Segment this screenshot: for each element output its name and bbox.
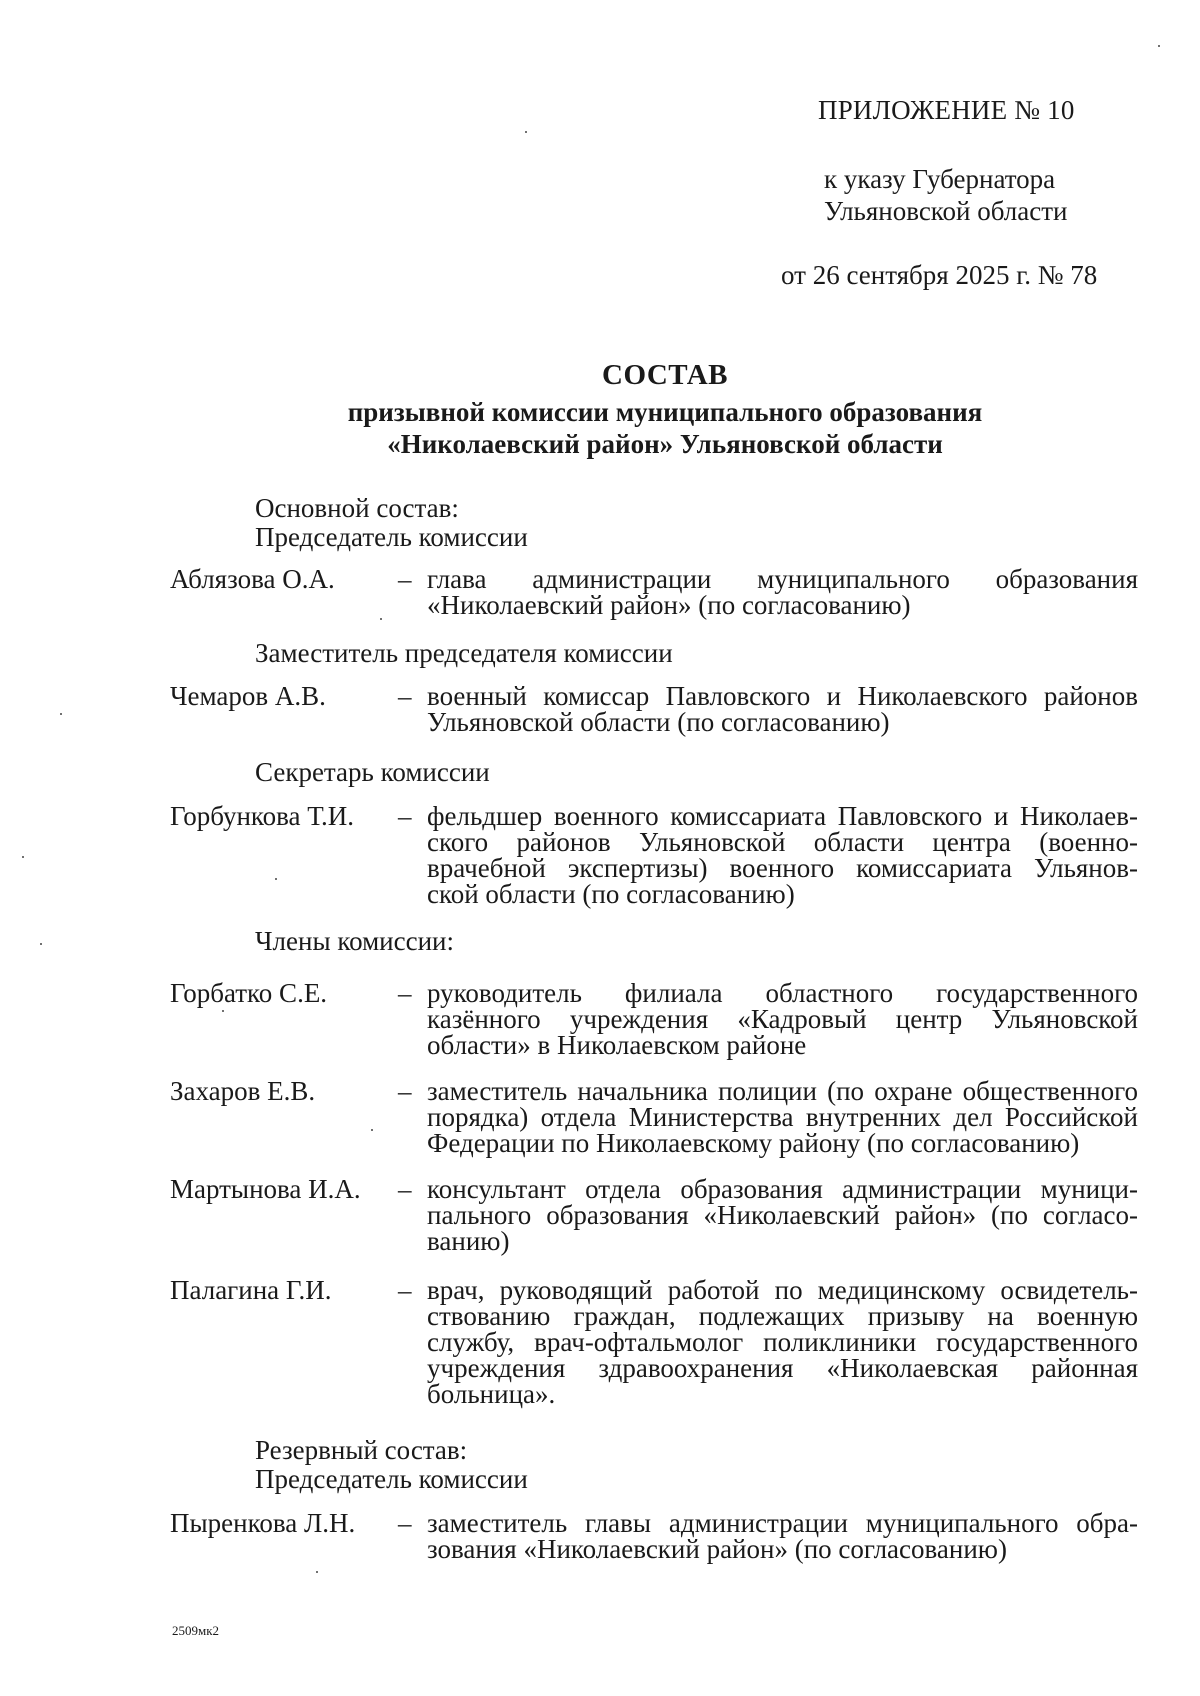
role-line: фельдшер военного комиссариата Павловского и Николаев- (427, 801, 1138, 831)
role-line: военный комиссар Павловского и Николаевского районов (427, 681, 1138, 711)
reserve-composition-label: Резервный состав: (255, 1435, 468, 1465)
role-line: ствованию граждан, подлежащих призыву на военную (427, 1301, 1138, 1331)
member-role (427, 1277, 1138, 1407)
role-line: руководитель филиала областного государственного (427, 978, 1138, 1008)
member-entry (170, 980, 1138, 1058)
role-line: заместитель главы администрации муниципального обра- (427, 1508, 1138, 1538)
member-entry-reserve-chairman (170, 1510, 1138, 1562)
member-role (427, 566, 1138, 618)
scan-speck (1158, 45, 1160, 47)
secretary-label: Секретарь комиссии (255, 757, 490, 787)
scan-speck (525, 131, 527, 133)
role-line: врачебной экспертизы) военного комиссариата Ульянов- (427, 853, 1138, 883)
member-dash: – (398, 1275, 412, 1305)
role-line: казённого учреждения «Кадровый центр Ульяновской (427, 1004, 1138, 1034)
member-entry-deputy (170, 683, 1138, 735)
scan-speck (380, 618, 382, 620)
member-entry (170, 1176, 1138, 1254)
main-composition-label: Основной состав: (255, 493, 459, 523)
scan-speck (371, 1129, 373, 1131)
member-dash: – (398, 801, 412, 831)
scan-speck (316, 1571, 318, 1573)
chairman-label: Председатель комиссии (255, 522, 528, 552)
scan-speck (22, 856, 24, 858)
role-line: службу, врач-офтальмолог поликлиники государственного (427, 1327, 1138, 1357)
annex-title: ПРИЛОЖЕНИЕ № 10 (818, 95, 1075, 125)
role-line: зования «Николаевский район» (по согласованию) (427, 1534, 1007, 1564)
member-dash: – (398, 564, 412, 594)
role-line: врач, руководящий работой по медицинскому освидетель- (427, 1275, 1138, 1305)
role-line: ванию) (427, 1226, 510, 1256)
annex-reference (824, 163, 1068, 227)
member-entry-chairman (170, 566, 1138, 618)
annex-reference-line: к указу Губернатора (824, 164, 1056, 194)
scan-speck (60, 713, 62, 715)
document-subtitle-line: призывной комиссии муниципального образования (347, 397, 983, 427)
document-title: СОСТАВ (602, 359, 728, 391)
role-line: порядка) отдела Министерства внутренних дел Российской (427, 1102, 1138, 1132)
reserve-chairman-label: Председатель комиссии (255, 1464, 528, 1494)
deputy-label: Заместитель председателя комиссии (255, 638, 673, 668)
role-line: пального образования «Николаевский район» (по согласо- (427, 1200, 1138, 1230)
document-subtitle-line: «Николаевский район» Ульяновской области (387, 429, 943, 459)
member-name: Пыренкова Л.Н. (170, 1508, 356, 1538)
member-entry-secretary (170, 803, 1138, 907)
member-name: Горбункова Т.И. (170, 801, 355, 831)
footer-document-code: 2509мк2 (172, 1623, 220, 1638)
scan-speck (40, 943, 42, 945)
member-dash: – (398, 1174, 412, 1204)
role-line: консультант отдела образования администрации муници- (427, 1174, 1138, 1204)
member-role (427, 803, 1138, 907)
role-line: ского районов Ульяновской области центра (военно- (427, 827, 1138, 857)
member-name: Захаров Е.В. (170, 1076, 316, 1106)
member-dash: – (398, 978, 412, 1008)
role-line: Федерации по Николаевскому району (по согласованию) (427, 1128, 1080, 1158)
role-line: области» в Николаевском районе (427, 1030, 807, 1060)
member-dash: – (398, 1508, 412, 1538)
member-dash: – (398, 681, 412, 711)
member-role (427, 1078, 1138, 1156)
members-label: Члены комиссии: (255, 926, 454, 956)
member-dash: – (398, 1076, 412, 1106)
document-subtitle (0, 396, 1200, 460)
member-role (427, 1510, 1138, 1562)
member-role (427, 1176, 1138, 1254)
role-line: заместитель начальника полиции (по охране общественного (427, 1076, 1138, 1106)
member-name: Чемаров А.В. (170, 681, 326, 711)
annex-reference-line: Ульяновской области (824, 196, 1068, 226)
role-line: Ульяновской области (по согласованию) (427, 707, 890, 737)
role-line: «Николаевский район» (по согласованию) (427, 590, 911, 620)
member-name: Горбатко С.Е. (170, 978, 328, 1008)
scan-speck (275, 878, 277, 880)
scan-speck (222, 1010, 224, 1012)
role-line: ской области (по согласованию) (427, 879, 795, 909)
member-role (427, 980, 1138, 1058)
member-name: Мартынова И.А. (170, 1174, 361, 1204)
member-role (427, 683, 1138, 735)
role-line: больница». (427, 1379, 556, 1409)
role-line: учреждения здравоохранения «Николаевская районная (427, 1353, 1138, 1383)
member-name: Палагина Г.И. (170, 1275, 332, 1305)
member-entry (170, 1078, 1138, 1156)
member-entry (170, 1277, 1138, 1407)
member-name: Аблязова О.А. (170, 564, 335, 594)
role-line: глава администрации муниципального образования (427, 564, 1138, 594)
annex-date: от 26 сентября 2025 г. № 78 (781, 260, 1098, 290)
